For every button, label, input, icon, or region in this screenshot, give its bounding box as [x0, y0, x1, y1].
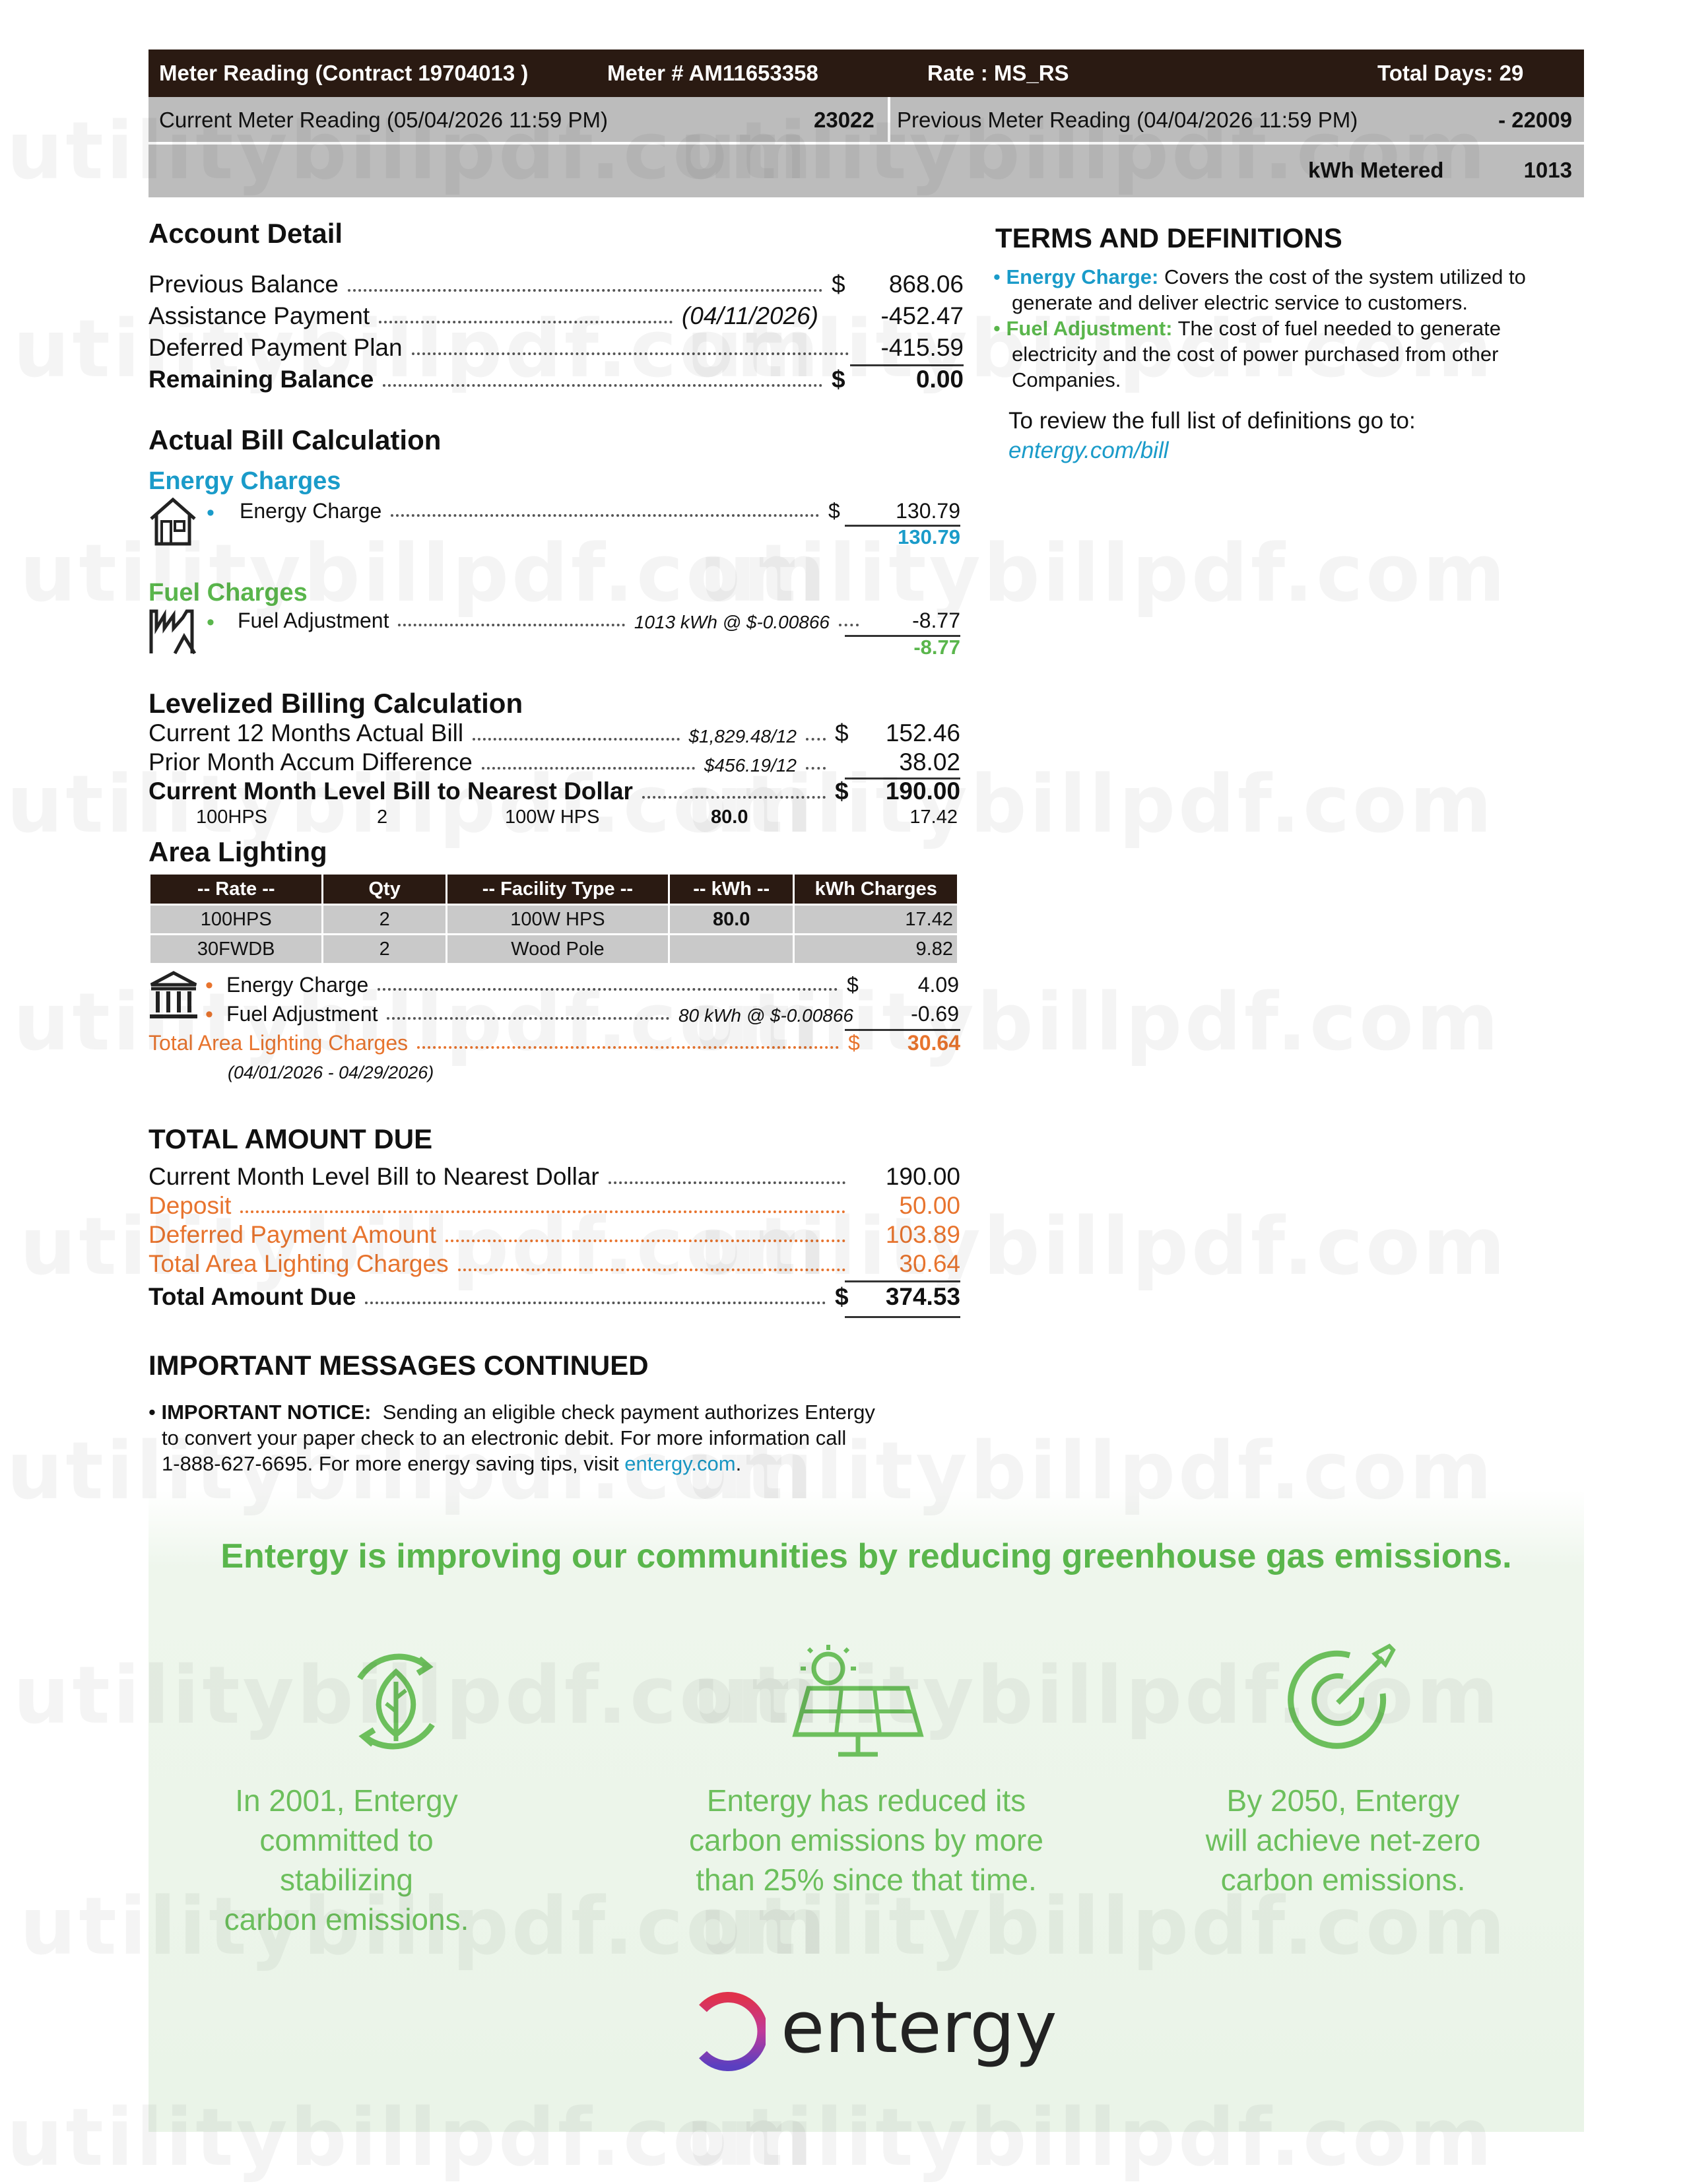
col-facility-type: -- Facility Type --: [446, 874, 669, 905]
cell-charge: 9.82: [794, 935, 958, 964]
lighting-fuel-value: -0.69: [911, 1002, 959, 1026]
current-12-months-label: Current 12 Months Actual Bill: [148, 719, 464, 746]
factory-icon: [148, 606, 197, 656]
lighting-period: (04/01/2026 - 04/29/2026): [228, 1063, 434, 1082]
previous-reading-value: - 22009: [1498, 108, 1572, 132]
prior-month-accum-row: [148, 748, 960, 776]
due-lighting-value: 30.64: [899, 1250, 960, 1277]
current-reading-value: 23022: [814, 108, 874, 132]
meter-reading-header: [148, 50, 1584, 97]
previous-balance-value: 868.06: [888, 271, 964, 298]
area-lighting-table: [148, 873, 959, 965]
actual-bill-title: Actual Bill Calculation: [148, 424, 442, 455]
assistance-payment-value: -452.47: [880, 302, 964, 329]
promo-col3-line2: will achieve net-zero: [1205, 1823, 1481, 1857]
notice-period: .: [735, 1452, 742, 1475]
account-detail-title: Account Detail: [148, 218, 343, 249]
watermark: [20, 528, 828, 620]
energy-charge-label: Energy Charge: [240, 499, 382, 523]
leader-dots: [473, 738, 679, 741]
promo-col-1: [201, 1781, 492, 1939]
deferred-amount-value: 103.89: [885, 1221, 960, 1248]
previous-reading-label: Previous Meter Reading (04/04/2026 11:59 PM): [897, 108, 1358, 132]
due-lighting-row: [148, 1250, 960, 1278]
energy-charge-value: 130.79: [896, 499, 960, 523]
leader-dots: [806, 767, 826, 770]
bullet: •: [207, 610, 214, 635]
promo-col1-line3: carbon emissions.: [224, 1902, 469, 1936]
promo-col2-line3: than 25% since that time.: [696, 1863, 1037, 1897]
leader-dots: [378, 988, 838, 991]
cell-rate: 30FWDB: [150, 935, 323, 964]
fuel-charges-total: -8.77: [913, 636, 960, 659]
term-fuel-line1: The cost of fuel needed to generate: [1177, 317, 1502, 340]
due-level-bill-value: 190.00: [885, 1163, 960, 1190]
col-qty: Qty: [323, 874, 446, 905]
watermark: [700, 528, 1508, 620]
target-icon: [1284, 1641, 1402, 1760]
dollar-sign: $: [828, 499, 840, 523]
double-rule: [845, 1316, 960, 1318]
leader-dots: [379, 321, 673, 323]
notice-bullet: •: [148, 1401, 162, 1424]
important-notice: [148, 1399, 940, 1476]
reading-divider: [888, 97, 890, 142]
lighting-energy-label: Energy Charge: [226, 973, 369, 997]
leader-dots: [391, 514, 819, 517]
important-messages-title: IMPORTANT MESSAGES CONTINUED: [148, 1350, 649, 1381]
leader-dots: [446, 1240, 845, 1242]
cell-kwh: 80.0: [669, 905, 794, 935]
level-bill-label: Current Month Level Bill to Nearest Dollar: [148, 778, 633, 805]
fuel-adjustment-detail: 1013 kWh @ $-0.00866: [634, 612, 830, 632]
due-level-bill-row: [148, 1163, 960, 1191]
assistance-payment-row: [148, 302, 964, 330]
col-kwh: -- kWh --: [669, 874, 794, 905]
extra-qty: 2: [377, 807, 388, 828]
bullet: •: [993, 265, 1001, 288]
deferred-payment-value: -415.59: [880, 334, 964, 361]
term-energy-line1: Covers the cost of the system utilized to: [1164, 265, 1526, 288]
cell-rate: 100HPS: [150, 905, 323, 935]
prior-month-accum-detail: $456.19/12: [704, 755, 797, 776]
leader-dots: [383, 384, 822, 387]
leader-dots: [806, 738, 826, 741]
dollar-sign: $: [835, 1283, 849, 1310]
sum-rule: [845, 1280, 960, 1282]
col-rate: -- Rate --: [150, 874, 323, 905]
dollar-sign: $: [848, 1031, 860, 1055]
deposit-row: [148, 1192, 960, 1220]
green-promo-panel: [148, 1490, 1584, 2132]
leader-dots: [642, 796, 826, 799]
previous-balance-label: Previous Balance: [148, 271, 339, 298]
dollar-sign: $: [832, 271, 845, 298]
deposit-label: Deposit: [148, 1192, 232, 1219]
assistance-payment-label: Assistance Payment: [148, 302, 370, 329]
fuel-adjustment-value: -8.77: [912, 609, 960, 632]
promo-col1-line2: committed to stabilizing: [259, 1823, 434, 1897]
promo-col2-line1: Entergy has reduced its: [706, 1783, 1026, 1818]
kwh-metered-value: 1013: [1523, 158, 1572, 182]
terms-title: TERMS AND DEFINITIONS: [995, 222, 1342, 253]
levelized-billing-title: Levelized Billing Calculation: [148, 688, 523, 719]
notice-line3: 1-888-627-6695. For more energy saving tips, visit: [162, 1452, 619, 1475]
assistance-payment-date: (04/11/2026): [681, 302, 818, 329]
cell-qty: 2: [323, 905, 446, 935]
notice-line1: Sending an eligible check payment authorizes Entergy: [382, 1401, 875, 1424]
energy-charges-total: 130.79: [898, 525, 960, 548]
energy-charge-row: [240, 499, 960, 523]
leader-dots: [417, 1046, 839, 1049]
promo-col2-line2: carbon emissions by more: [689, 1823, 1043, 1857]
lighting-energy-value: 4.09: [917, 973, 959, 997]
extra-kwh: 80.0: [711, 807, 748, 828]
house-icon: [148, 496, 197, 546]
levelized-extra-row: [148, 807, 959, 829]
dollar-sign: $: [835, 719, 849, 746]
deferred-amount-label: Deferred Payment Amount: [148, 1221, 436, 1248]
due-level-bill-label: Current Month Level Bill to Nearest Dollar: [148, 1163, 599, 1190]
promo-col3-line3: carbon emissions.: [1220, 1863, 1466, 1897]
lighting-total-row: [148, 1031, 960, 1055]
lighting-fuel-detail: 80 kWh @ $-0.00866: [678, 1005, 853, 1026]
building-icon: [148, 970, 199, 1020]
deferred-payment-row: [148, 334, 964, 362]
table-row: [150, 905, 958, 935]
bullet: •: [207, 500, 214, 525]
kwh-metered-label: kWh Metered: [1308, 158, 1444, 182]
fuel-adjustment-label: Fuel Adjustment: [238, 609, 389, 632]
remaining-balance-label: Remaining Balance: [148, 366, 374, 393]
bullet: •: [993, 317, 1001, 340]
term-energy-charge: Energy Charge:: [1006, 265, 1159, 288]
leader-dots: [482, 767, 695, 770]
total-days: Total Days: 29: [1377, 61, 1524, 85]
term-fuel-line2: electricity and the cost of power purchased from other: [1012, 343, 1499, 366]
area-lighting-title: Area Lighting: [148, 836, 327, 867]
fuel-charges-title: Fuel Charges: [148, 579, 308, 607]
cell-facility: 100W HPS: [446, 905, 669, 935]
solar-panel-icon: [782, 1642, 927, 1761]
lighting-total-value: 30.64: [907, 1031, 960, 1055]
bullet: •: [205, 973, 213, 998]
promo-col-2: [676, 1781, 1056, 1900]
remaining-balance-value: 0.00: [915, 366, 964, 393]
current-12-months-row: [148, 719, 960, 747]
term-fuel-adjustment: Fuel Adjustment:: [1006, 317, 1173, 340]
term-energy-line2: generate and deliver electric service to customers.: [1012, 291, 1468, 314]
current-reading-label: Current Meter Reading (05/04/2026 11:59 PM): [159, 108, 608, 132]
promo-col-3: [1191, 1781, 1495, 1900]
level-bill-value: 190.00: [885, 778, 960, 805]
contract-label: Meter Reading (Contract 19704013 ): [159, 61, 529, 85]
total-due-row: [148, 1283, 960, 1311]
current-12-months-detail: $1,829.48/12: [688, 726, 797, 746]
leader-dots: [458, 1269, 845, 1271]
promo-col1-line1: In 2001, Entergy: [235, 1783, 458, 1818]
deferred-payment-label: Deferred Payment Plan: [148, 334, 403, 361]
fuel-adjustment-row: [238, 609, 960, 633]
dollar-sign: $: [832, 366, 845, 393]
lighting-fuel-row: [226, 1002, 959, 1026]
total-due-label: Total Amount Due: [148, 1283, 356, 1310]
extra-rate: 100HPS: [196, 807, 268, 828]
meter-number: Meter # AM11653358: [607, 61, 818, 85]
notice-line2: to convert your paper check to an electronic debit. For more information call: [162, 1426, 847, 1449]
level-bill-row: [148, 778, 960, 805]
cell-charge: 17.42: [794, 905, 958, 935]
previous-balance-row: [148, 271, 964, 298]
cell-facility: Wood Pole: [446, 935, 669, 964]
extra-charge: 17.42: [909, 807, 958, 828]
lighting-fuel-label: Fuel Adjustment: [226, 1002, 378, 1026]
leader-dots: [348, 289, 822, 292]
leader-dots: [398, 624, 624, 626]
prior-month-accum-label: Prior Month Accum Difference: [148, 748, 473, 776]
due-lighting-label: Total Area Lighting Charges: [148, 1250, 449, 1277]
deferred-amount-row: [148, 1221, 960, 1249]
leader-dots: [412, 352, 849, 355]
leader-dots: [365, 1302, 826, 1304]
col-kwh-charges: kWh Charges: [794, 874, 958, 905]
entergy-logo-mark: [690, 1989, 766, 2074]
leader-dots: [839, 624, 859, 626]
meter-reading-values: [148, 97, 1584, 197]
table-header-row: [150, 874, 958, 905]
terms-review: To review the full list of definitions go to:: [1008, 408, 1416, 434]
lighting-total-label: Total Area Lighting Charges: [148, 1031, 409, 1055]
current-12-months-value: 152.46: [885, 719, 960, 746]
promo-col3-line1: By 2050, Entergy: [1226, 1783, 1460, 1818]
notice-heading: IMPORTANT NOTICE:: [161, 1401, 372, 1424]
remaining-balance-row: [148, 366, 964, 393]
leaf-cycle-icon: [340, 1645, 452, 1758]
leader-dots: [387, 1017, 669, 1020]
prior-month-accum-value: 38.02: [899, 748, 960, 776]
dollar-sign: $: [847, 973, 859, 997]
leader-dots: [240, 1210, 845, 1213]
terms-list: [993, 264, 1574, 393]
rate-label: Rate : MS_RS: [927, 61, 1069, 85]
promo-headline: Entergy is improving our communities by reducing greenhouse gas emissions.: [220, 1537, 1512, 1575]
deposit-value: 50.00: [899, 1192, 960, 1219]
total-amount-due-title: TOTAL AMOUNT DUE: [148, 1123, 433, 1154]
lighting-energy-row: [226, 973, 959, 997]
energy-charges-title: Energy Charges: [148, 467, 341, 495]
term-fuel-line3: Companies.: [1012, 368, 1121, 391]
reading-row-divider: [148, 142, 1584, 145]
total-due-value: 374.53: [885, 1283, 960, 1310]
entergy-logo-text: entergy: [781, 1987, 1057, 2069]
cell-qty: 2: [323, 935, 446, 964]
cell-kwh: [669, 935, 794, 964]
bullet: •: [205, 1002, 213, 1027]
dollar-sign: $: [835, 778, 849, 805]
leader-dots: [609, 1181, 845, 1184]
terms-link[interactable]: entergy.com/bill: [1008, 438, 1169, 463]
entergy-link[interactable]: entergy.com: [624, 1452, 736, 1475]
table-row: [150, 935, 958, 964]
extra-facility: 100W HPS: [505, 807, 600, 828]
